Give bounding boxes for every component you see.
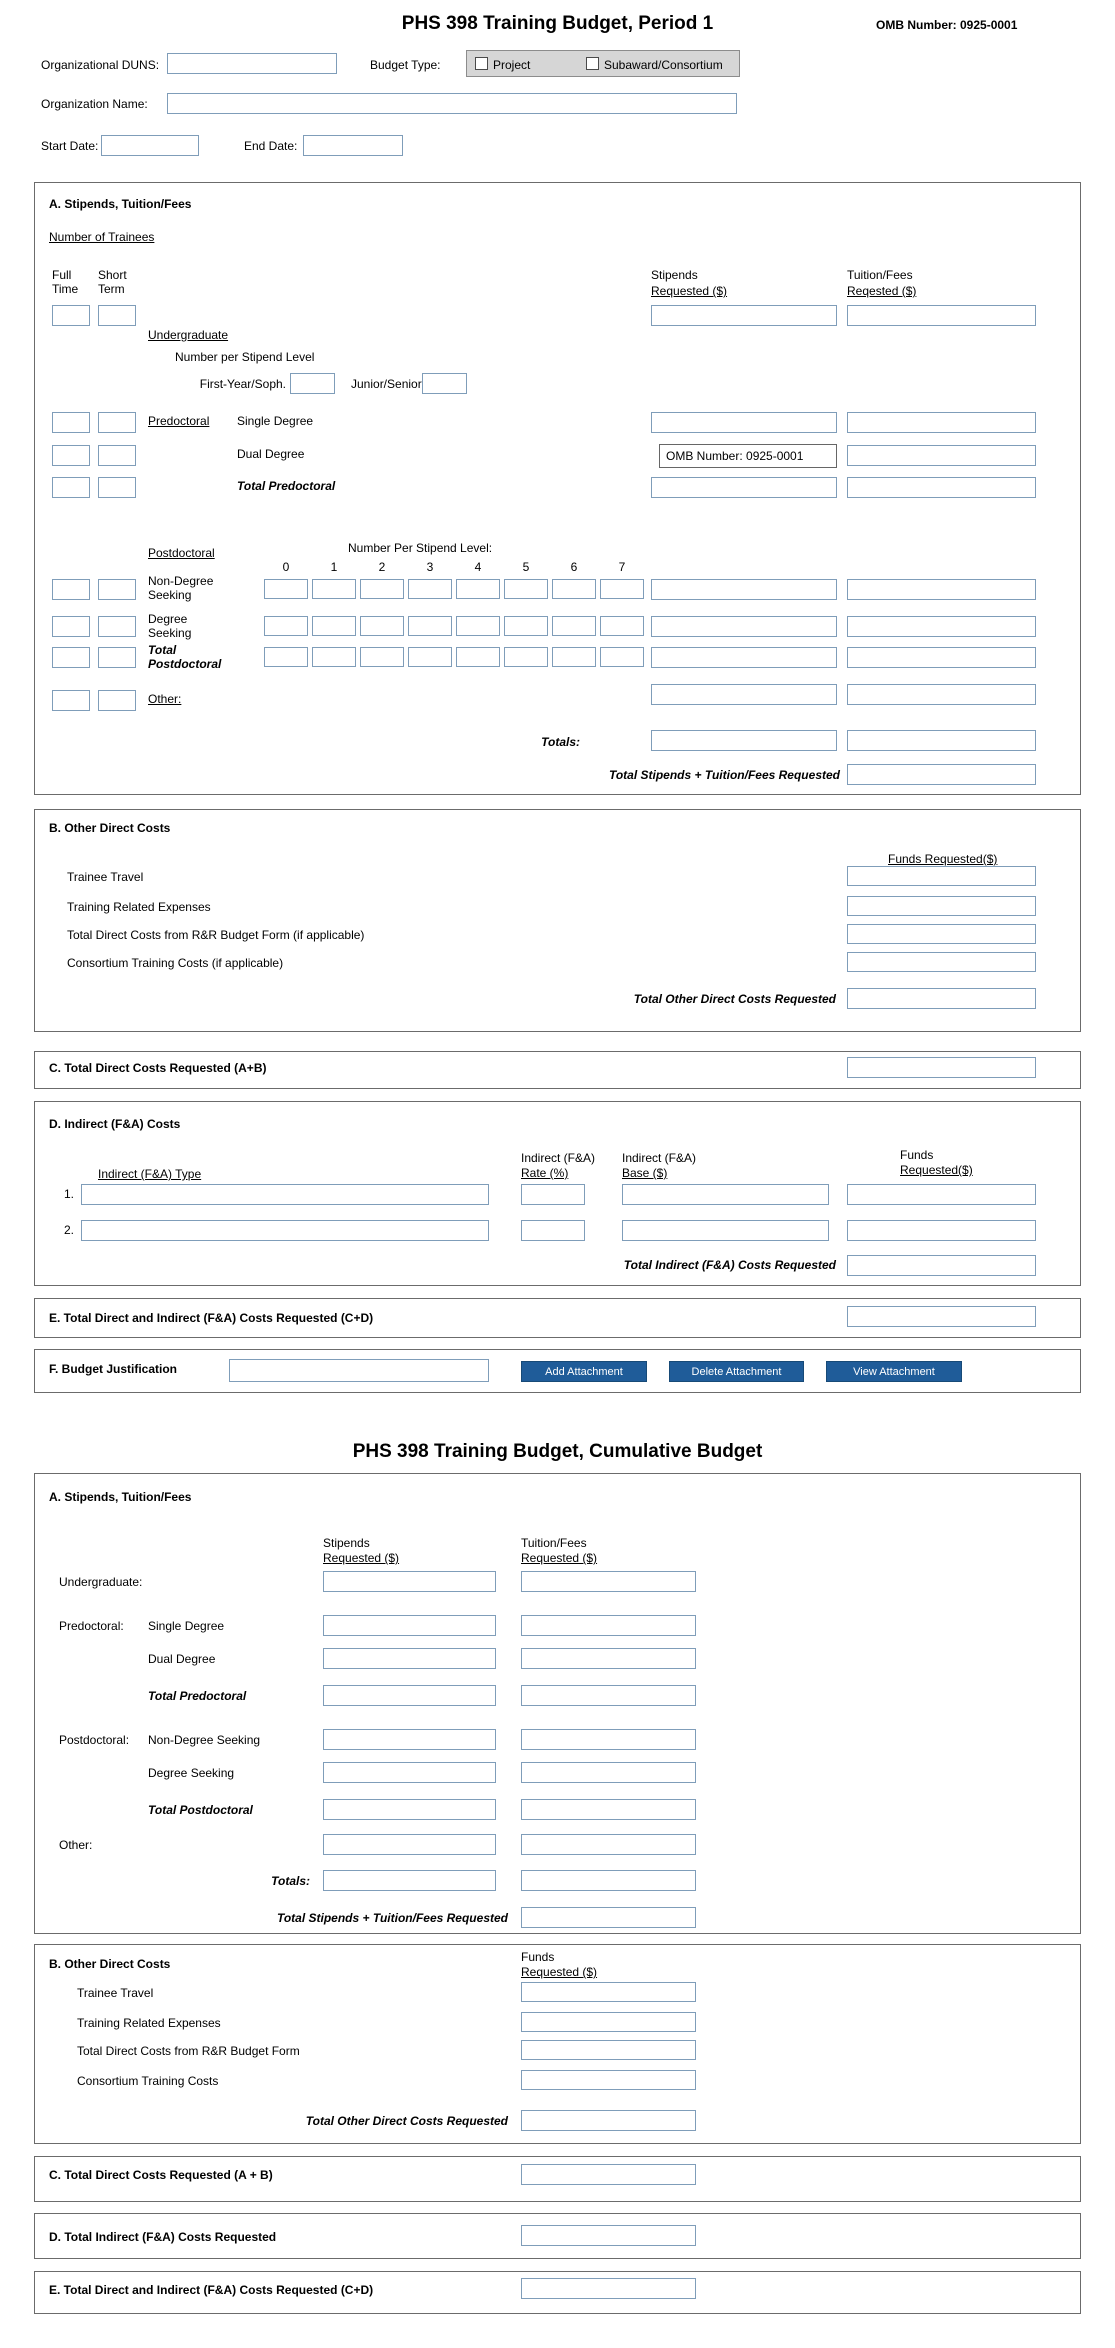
stipend-level-input[interactable]: [504, 647, 548, 667]
stipend-level-input[interactable]: [408, 579, 452, 599]
b1-heading: B. Other Direct Costs: [49, 821, 171, 835]
cum-stipends-input-deg[interactable]: [323, 1762, 496, 1783]
start-date-label: Start Date:: [41, 139, 99, 153]
total-direct-rr-label: Total Direct Costs from R&R Budget Form (if applicable): [67, 928, 365, 942]
stipend-level-input[interactable]: [360, 616, 404, 636]
project-checkbox[interactable]: [475, 57, 488, 70]
stipend-level-input[interactable]: [600, 647, 644, 667]
subaward-label: Subaward/Consortium: [604, 58, 723, 72]
stipend-level-4: 4: [474, 560, 482, 574]
stipend-level-input[interactable]: [552, 579, 596, 599]
cumulative-page-title: PHS 398 Training Budget, Cumulative Budget: [352, 1441, 763, 1462]
short-term-count-input-deg[interactable]: [98, 616, 136, 637]
cum-degree-seeking-label: Degree Seeking: [148, 1766, 235, 1780]
total-other-direct-label: Total Other Direct Costs Requested: [633, 992, 836, 1006]
total-indirect-input[interactable]: [847, 1255, 1036, 1276]
cum-stipends-input-other[interactable]: [323, 1834, 496, 1855]
non-degree-seeking-label: Non-Degree Seeking: [148, 574, 214, 603]
indirect-type-input-1[interactable]: [81, 1184, 489, 1205]
junior-senior-label: Junior/Senior: [351, 377, 422, 391]
stipend-level-2: 2: [378, 560, 386, 574]
stipend-level-5: 5: [522, 560, 530, 574]
trainee-travel-label: Trainee Travel: [67, 870, 144, 884]
cum-tuition-input-deg[interactable]: [521, 1762, 696, 1783]
stipend-level-input[interactable]: [552, 616, 596, 636]
total-indirect-label: Total Indirect (F&A) Costs Requested: [623, 1258, 836, 1272]
cum-funds-input-consortium[interactable]: [521, 2070, 696, 2090]
d1-heading: D. Indirect (F&A) Costs: [49, 1117, 181, 1131]
tuition-fees-input-total-predoc[interactable]: [847, 477, 1036, 498]
indirect-base-header-line2: Base ($): [622, 1166, 668, 1180]
end-date-input[interactable]: [303, 135, 403, 156]
stipend-level-input[interactable]: [456, 647, 500, 667]
stipend-level-input[interactable]: [312, 579, 356, 599]
org-duns-input[interactable]: [167, 53, 337, 74]
b2-heading: B. Other Direct Costs: [49, 1957, 171, 1971]
cum-stipends-totals-input[interactable]: [323, 1870, 496, 1891]
stipend-level-3: 3: [426, 560, 434, 574]
tuition-totals-input[interactable]: [847, 730, 1036, 751]
full-time-count-input-total-postdoc[interactable]: [52, 647, 90, 668]
cum-tuition-input-undergrad[interactable]: [521, 1571, 696, 1592]
tuition-fees-input-dual[interactable]: [847, 445, 1036, 466]
stipend-level-0: 0: [282, 560, 290, 574]
cum-tuition-input-total-predoc[interactable]: [521, 1685, 696, 1706]
indirect-rate-input-1[interactable]: [521, 1184, 585, 1205]
cum-funds-input-expenses[interactable]: [521, 2012, 696, 2032]
total-predoctoral-label: Total Predoctoral: [237, 479, 336, 493]
cum-predoctoral-label: Predoctoral:: [59, 1619, 124, 1633]
total-stipends-tuition-label: Total Stipends + Tuition/Fees Requested: [608, 768, 840, 782]
stipend-level-1: 1: [330, 560, 338, 574]
other-label: Other:: [148, 692, 182, 706]
full-time-header: Full Time: [52, 268, 79, 297]
stipend-level-input[interactable]: [504, 616, 548, 636]
short-term-count-input-nondeg[interactable]: [98, 579, 136, 600]
stipend-level-input[interactable]: [552, 647, 596, 667]
short-term-count-input-top[interactable]: [98, 305, 136, 326]
cum-trainee-travel-label: Trainee Travel: [77, 1986, 154, 2000]
org-name-label: Organization Name:: [41, 97, 148, 111]
stipend-level-6: 6: [570, 560, 578, 574]
indirect-rate-header-line2: Rate (%): [521, 1166, 569, 1180]
total-postdoctoral-label: Total Postdoctoral: [148, 643, 222, 672]
stipend-level-input[interactable]: [312, 647, 356, 667]
stipend-level-input[interactable]: [408, 647, 452, 667]
number-per-stipend-level2-label: Number Per Stipend Level:: [348, 541, 493, 555]
cum-funds-input-travel[interactable]: [521, 1982, 696, 2002]
stipend-level-input[interactable]: [264, 647, 308, 667]
cum-total-stipends-tuition-input[interactable]: [521, 1907, 696, 1928]
c1-heading: C. Total Direct Costs Requested (A+B): [49, 1061, 267, 1075]
full-time-count-input-top[interactable]: [52, 305, 90, 326]
c2-heading: C. Total Direct Costs Requested (A + B): [49, 2168, 273, 2182]
total-stipends-tuition-input[interactable]: [847, 764, 1036, 785]
stipend-level-input[interactable]: [600, 579, 644, 599]
funds-requested-input-consortium[interactable]: [847, 952, 1036, 972]
end-date-label: End Date:: [244, 139, 298, 153]
undergraduate-label: Undergraduate: [148, 328, 229, 342]
a2-heading: A. Stipends, Tuition/Fees: [49, 1490, 192, 1504]
funds-requested-input-travel[interactable]: [847, 866, 1036, 886]
full-time-count-input-dual[interactable]: [52, 445, 90, 466]
stipend-level-input[interactable]: [312, 616, 356, 636]
delete-attachment-button[interactable]: Delete Attachment: [669, 1361, 804, 1382]
cum-non-degree-label: Non-Degree Seeking: [148, 1733, 261, 1747]
stipend-level-input[interactable]: [600, 616, 644, 636]
stipend-level-input[interactable]: [264, 579, 308, 599]
number-of-trainees-label: Number of Trainees: [49, 230, 155, 244]
predoctoral-label: Predoctoral: [148, 414, 210, 428]
stipend-level-input[interactable]: [456, 579, 500, 599]
short-term-count-input-other[interactable]: [98, 690, 136, 711]
cum-training-expenses-label: Training Related Expenses: [77, 2016, 221, 2030]
degree-seeking-label: Degree Seeking: [148, 612, 192, 641]
number-per-stipend-level-label: Number per Stipend Level: [175, 350, 315, 364]
omb-number-box-text: OMB Number: 0925-0001: [666, 449, 804, 463]
budget-justification-input[interactable]: [229, 1359, 489, 1382]
tuition-fees-input-top[interactable]: [847, 305, 1036, 326]
indirect-rate-header-line1: Indirect (F&A): [521, 1151, 596, 1165]
cum-total-stipends-tuition-label: Total Stipends + Tuition/Fees Requested: [276, 1911, 508, 1925]
cum-funds-input-rr[interactable]: [521, 2040, 696, 2060]
b2-funds-header-line1: Funds: [521, 1950, 555, 1964]
short-term-count-input-total-predoc[interactable]: [98, 477, 136, 498]
consortium-costs-label: Consortium Training Costs (if applicable): [67, 956, 284, 970]
stipends-header-line2: Requested ($): [651, 284, 728, 298]
add-attachment-button[interactable]: Add Attachment: [521, 1361, 647, 1382]
cum-stipends-input-total-predoc[interactable]: [323, 1685, 496, 1706]
tuition-header-line2: Reqested ($): [847, 284, 917, 298]
org-duns-label: Organizational DUNS:: [41, 58, 160, 72]
stipend-level-input[interactable]: [264, 616, 308, 636]
indirect-base-input-1[interactable]: [622, 1184, 829, 1205]
full-time-count-input-single[interactable]: [52, 412, 90, 433]
stipends-requested-input-total-predoc[interactable]: [651, 477, 837, 498]
training-related-expenses-label: Training Related Expenses: [67, 900, 211, 914]
stipends-requested-input-total-postdoc[interactable]: [651, 647, 837, 668]
e1-heading: E. Total Direct and Indirect (F&A) Costs Requested (C+D): [49, 1311, 374, 1325]
tuition-fees-input-other[interactable]: [847, 684, 1036, 705]
cum-total-other-direct-input[interactable]: [521, 2110, 696, 2131]
cum-postdoctoral-label: Postdoctoral:: [59, 1733, 130, 1747]
indirect-funds-input-1[interactable]: [847, 1184, 1036, 1205]
cum-tuition-input-nondeg[interactable]: [521, 1729, 696, 1750]
stipends-requested-input-single[interactable]: [651, 412, 837, 433]
cum-total-other-direct-label: Total Other Direct Costs Requested: [305, 2114, 508, 2128]
tuition-fees-input-deg[interactable]: [847, 616, 1036, 637]
stipends-requested-input-deg[interactable]: [651, 616, 837, 637]
stipends-requested-input-top[interactable]: [651, 305, 837, 326]
cum-stipends-input-total-postdoc[interactable]: [323, 1799, 496, 1820]
cum-totals-label: Totals:: [271, 1874, 310, 1888]
cum-tuition-header-line2: Requested ($): [521, 1551, 598, 1565]
indirect-base-input-2[interactable]: [622, 1220, 829, 1241]
short-term-count-input-single[interactable]: [98, 412, 136, 433]
indirect-funds-input-2[interactable]: [847, 1220, 1036, 1241]
indirect-row1-number: 1.: [64, 1187, 75, 1201]
cum-undergraduate-label: Undergraduate:: [59, 1575, 143, 1589]
view-attachment-button[interactable]: View Attachment: [826, 1361, 962, 1382]
full-time-count-input-deg[interactable]: [52, 616, 90, 637]
first-year-soph-input[interactable]: [290, 373, 335, 394]
cum-tuition-input-single[interactable]: [521, 1615, 696, 1636]
stipends-header-line1: Stipends: [651, 268, 698, 282]
tuition-fees-input-single[interactable]: [847, 412, 1036, 433]
stipend-level-input[interactable]: [504, 579, 548, 599]
full-time-count-input-nondeg[interactable]: [52, 579, 90, 600]
org-name-input[interactable]: [167, 93, 737, 114]
postdoctoral-label: Postdoctoral: [148, 546, 215, 560]
cum-stipends-header-line2: Requested ($): [323, 1551, 400, 1565]
cum-other-label: Other:: [59, 1838, 93, 1852]
indirect-rate-input-2[interactable]: [521, 1220, 585, 1241]
indirect-type-header: Indirect (F&A) Type: [98, 1167, 202, 1181]
stipends-requested-input-nondeg[interactable]: [651, 579, 837, 600]
cum-consortium-costs-label: Consortium Training Costs: [77, 2074, 219, 2088]
omb-number-box: [659, 444, 837, 468]
cum-total-direct-indirect-input[interactable]: [521, 2278, 696, 2299]
omb-number: OMB Number: 0925-0001: [876, 18, 1018, 32]
cum-total-postdoctoral-label: Total Postdoctoral: [148, 1803, 253, 1817]
cum-tuition-input-total-postdoc[interactable]: [521, 1799, 696, 1820]
cum-tuition-input-dual[interactable]: [521, 1648, 696, 1669]
cum-total-indirect-input[interactable]: [521, 2225, 696, 2246]
cum-stipends-header-line1: Stipends: [323, 1536, 370, 1550]
cum-stipends-input-dual[interactable]: [323, 1648, 496, 1669]
cum-stipends-input-nondeg[interactable]: [323, 1729, 496, 1750]
d1-funds-header-line2: Requested($): [900, 1163, 973, 1177]
junior-senior-input[interactable]: [422, 373, 467, 394]
cum-total-direct-costs-input[interactable]: [521, 2164, 696, 2185]
dual-degree-label: Dual Degree: [237, 447, 305, 461]
e2-heading: E. Total Direct and Indirect (F&A) Costs Requested (C+D): [49, 2283, 374, 2297]
cum-dual-degree-label: Dual Degree: [148, 1652, 216, 1666]
first-year-soph-label: First-Year/Soph.: [199, 377, 286, 391]
stipend-level-input[interactable]: [408, 616, 452, 636]
budget-type-label: Budget Type:: [370, 58, 441, 72]
a1-heading: A. Stipends, Tuition/Fees: [49, 197, 192, 211]
start-date-input[interactable]: [101, 135, 199, 156]
b1-funds-requested-header: Funds Requested($): [888, 852, 998, 866]
cum-single-degree-label: Single Degree: [148, 1619, 225, 1633]
tuition-fees-input-nondeg[interactable]: [847, 579, 1036, 600]
f1-heading: F. Budget Justification: [49, 1362, 178, 1376]
short-term-count-input-total-postdoc[interactable]: [98, 647, 136, 668]
indirect-type-input-2[interactable]: [81, 1220, 489, 1241]
b2-funds-header-line2: Requested ($): [521, 1965, 598, 1979]
stipends-totals-input[interactable]: [651, 730, 837, 751]
tuition-header-line1: Tuition/Fees: [847, 268, 913, 282]
subaward-checkbox[interactable]: [586, 57, 599, 70]
totals-label: Totals:: [541, 735, 580, 749]
cum-stipends-input-undergrad[interactable]: [323, 1571, 496, 1592]
cum-tuition-input-other[interactable]: [521, 1834, 696, 1855]
stipend-level-input[interactable]: [360, 647, 404, 667]
full-time-count-input-other[interactable]: [52, 690, 90, 711]
full-time-count-input-total-predoc[interactable]: [52, 477, 90, 498]
short-term-header: Short Term: [98, 268, 127, 297]
total-direct-indirect-input[interactable]: [847, 1306, 1036, 1327]
cum-tuition-totals-input[interactable]: [521, 1870, 696, 1891]
indirect-base-header-line1: Indirect (F&A): [622, 1151, 697, 1165]
stipend-level-input[interactable]: [456, 616, 500, 636]
funds-requested-input-expenses[interactable]: [847, 896, 1036, 916]
indirect-row2-number: 2.: [64, 1223, 75, 1237]
d2-heading: D. Total Indirect (F&A) Costs Requested: [49, 2230, 277, 2244]
cum-tuition-header-line1: Tuition/Fees: [521, 1536, 587, 1550]
total-other-direct-input[interactable]: [847, 988, 1036, 1009]
cum-stipends-input-single[interactable]: [323, 1615, 496, 1636]
cum-total-predoctoral-label: Total Predoctoral: [148, 1689, 247, 1703]
single-degree-label: Single Degree: [237, 414, 314, 428]
stipend-level-7: 7: [618, 560, 626, 574]
short-term-count-input-dual[interactable]: [98, 445, 136, 466]
tuition-fees-input-total-postdoc[interactable]: [847, 647, 1036, 668]
project-label: Project: [493, 58, 531, 72]
funds-requested-input-rr[interactable]: [847, 924, 1036, 944]
stipends-requested-input-other[interactable]: [651, 684, 837, 705]
d1-funds-header-line1: Funds: [900, 1148, 934, 1162]
total-direct-costs-input[interactable]: [847, 1057, 1036, 1078]
page-title: PHS 398 Training Budget, Period 1: [401, 13, 714, 34]
cum-total-direct-rr-label: Total Direct Costs from R&R Budget Form: [77, 2044, 300, 2058]
stipend-level-input[interactable]: [360, 579, 404, 599]
